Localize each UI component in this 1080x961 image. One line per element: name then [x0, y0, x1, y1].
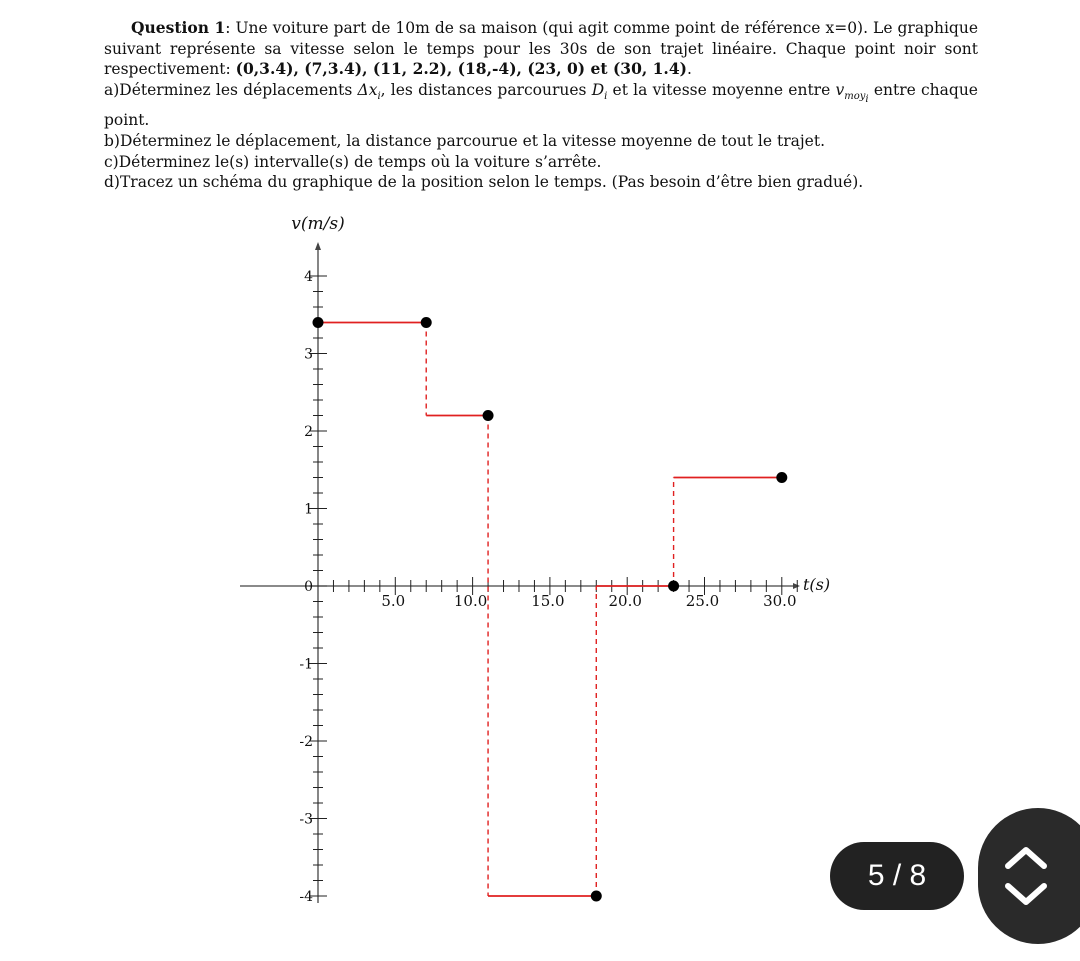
part-a-D: D [591, 80, 605, 99]
part-a-sub-i3: i [865, 93, 869, 105]
page-indicator[interactable]: 5 / 8 [830, 842, 964, 910]
y-axis-arrow [315, 242, 321, 250]
part-a-sub-moy: moy [844, 90, 866, 102]
x-tick-label: 10.0 [453, 592, 488, 610]
question-intro: : Une voiture part de 10m de sa maison (qui agit comme point de référence x=0). Le graphique suivant représente sa vitesse selon le temps pour les 30s de son trajet linéaire. Chaque point noir sont respectivement: [104, 19, 978, 79]
x-tick-label: 15.0 [531, 592, 565, 610]
y-tick-label: -4 [299, 889, 313, 905]
data-point [421, 317, 432, 328]
chart-axes [240, 242, 800, 903]
question-end: . [686, 60, 692, 79]
x-tick-label: 25.0 [685, 592, 720, 610]
chevron-up-down-icon [1002, 844, 1050, 908]
x-tick-label: 20.0 [608, 592, 642, 610]
part-a-text-2: , les distances parcourues [380, 80, 592, 99]
data-point [668, 581, 679, 592]
y-tick-label: -2 [299, 734, 313, 750]
y-tick-label: 3 [304, 346, 313, 363]
x-tick-label: 30.0 [763, 592, 797, 610]
x-axis-title: t(s) [803, 575, 831, 594]
question-title: Question 1 [131, 18, 226, 37]
part-a-text-4: entre chaque point. [104, 80, 978, 130]
part-a-v: v [835, 80, 845, 99]
x-axis-arrow [793, 583, 800, 589]
y-tick-label: 2 [304, 424, 313, 440]
data-point [776, 472, 787, 483]
chart-labels [291, 214, 830, 905]
part-a-text-1: a)Déterminez les déplacements [104, 80, 358, 99]
page-navigation-button[interactable] [978, 808, 1080, 944]
part-a-text-3: et la vitesse moyenne entre [607, 80, 836, 99]
y-tick-label: 4 [304, 269, 313, 285]
y-tick-label: -1 [299, 656, 313, 673]
data-point [483, 410, 494, 421]
x-tick-label: 5.0 [381, 592, 406, 610]
data-point [591, 891, 602, 902]
part-a-delta-x: Δx [357, 80, 378, 99]
y-tick-label: -3 [299, 811, 313, 828]
y-axis-title: v(m/s) [291, 214, 345, 234]
part-a-sub-i1: i [377, 90, 381, 102]
part-a-sub-i2: i [604, 90, 608, 102]
question-points: (0,3.4), (7,3.4), (11, 2.2), (18,-4), (23, 0) et (30, 1.4) [235, 59, 687, 79]
y-tick-label: 1 [304, 501, 313, 518]
y-tick-label: 0 [304, 579, 313, 595]
part-c: c)Déterminez le(s) intervalle(s) de temps où la voiture s’arrête. [104, 152, 602, 171]
part-d: d)Tracez un schéma du graphique de la position selon le temps. (Pas besoin d’être bien gradué). [104, 173, 864, 192]
part-b: b)Déterminez le déplacement, la distance parcourue et la vitesse moyenne de tout le trajet. [104, 132, 825, 151]
data-point [313, 317, 324, 328]
